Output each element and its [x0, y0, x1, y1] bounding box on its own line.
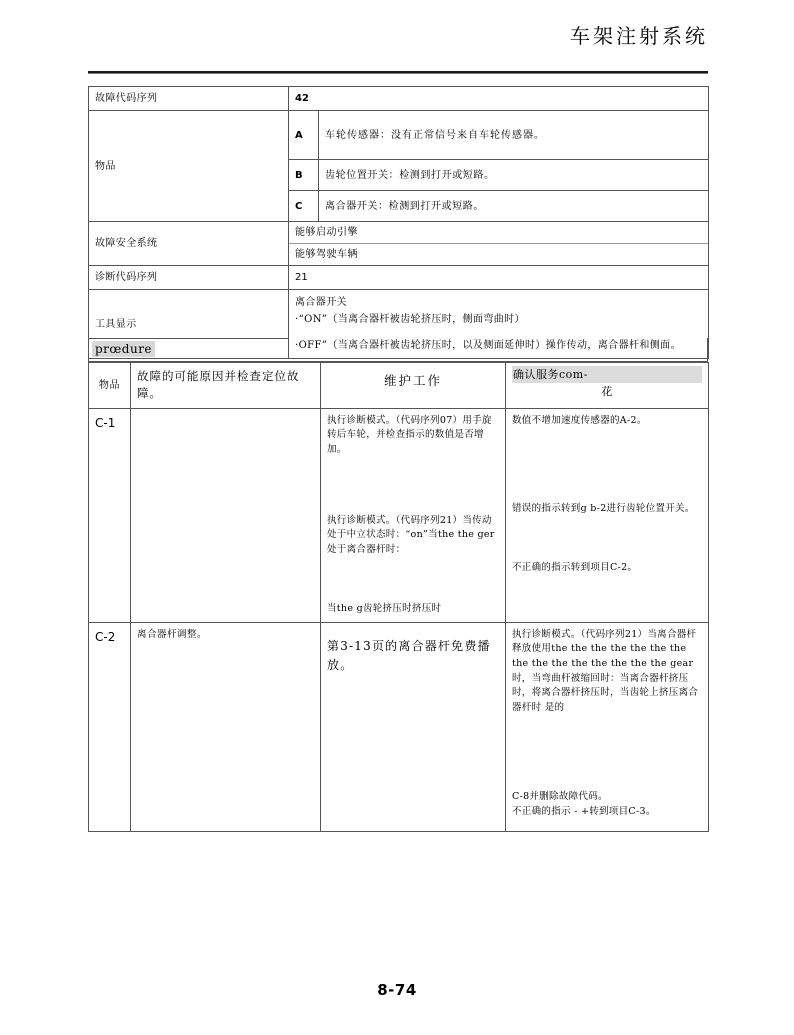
table-header-row [89, 363, 709, 409]
diag-code-label: 诊断代码序列 [89, 266, 289, 290]
row-work-c1 [321, 408, 506, 622]
item-key-b: B [289, 160, 319, 191]
work-block-c2-1: 第3-13页的离合器杆免费播放。 [327, 638, 491, 672]
confirm-spacer-1 [512, 428, 702, 502]
items-label: 物品 [89, 111, 289, 222]
page-title: 车架注射系统 [570, 24, 708, 48]
confirm-block-3: 不正确的指示转到项目C-2。 [512, 561, 638, 573]
confirm-block-c2-1: 执行诊断模式。（代码序列21）当离合器杆释放使用the the the the the the the the the the the the the the the gear时，当弯曲杆被缩回时：当离合器杆挤压时，将离合器杆挤压时，当齿轮上挤压离合器杆时 是的 [512, 628, 699, 714]
page-number: 8-74 [377, 981, 417, 999]
table-row [89, 111, 709, 160]
row-confirm-c2 [506, 622, 709, 831]
confirm-block-c2-3: 不正确的指示 - +转到项目C-3。 [512, 805, 656, 817]
table-row [89, 622, 709, 831]
row-work-c2 [321, 622, 506, 831]
row-code-c2: C-2 [89, 622, 131, 831]
tool-line-3: ·OFF”（当离合器杆被齿轮挤压时，以及侧面延伸时）操作传动，离合器杆和侧面。 [295, 340, 681, 351]
confirm-block-2: 错误的指示转到g b-2进行齿轮位置开关。 [512, 503, 695, 515]
procedure-tag: prœdure [92, 341, 155, 357]
col-header-cause: 故障的可能原因并检查定位故障。 [131, 363, 321, 409]
header-rule [88, 71, 708, 74]
failsafe-line-1: 能够启动引擎 [289, 222, 708, 244]
confirm-spacer-c2 [512, 716, 702, 790]
row-code-c1: C-1 [89, 408, 131, 622]
item-text-c: 离合器开关：检测到打开或短路。 [319, 191, 709, 222]
procedure-tag-row [88, 338, 708, 362]
failsafe-values [289, 222, 709, 266]
col-header-confirm [506, 363, 709, 409]
col-header-confirm-line1: 确认服务com- [512, 366, 702, 383]
procedure-rule-vert-left [88, 338, 89, 362]
item-key-a: A [289, 111, 319, 160]
confirm-block-c2-2: C-8并删除故障代码。 [512, 790, 608, 802]
fault-code-label: 故障代码序列 [89, 87, 289, 111]
col-header-item: 物品 [89, 363, 131, 409]
procedure-table [88, 362, 709, 832]
table-row [89, 87, 709, 111]
item-text-a: 车轮传感器：没有正常信号来自车轮传感器。 [319, 111, 709, 160]
procedure-rule-mid [288, 336, 289, 346]
confirm-spacer-2 [512, 517, 702, 561]
work-spacer-1 [327, 458, 499, 514]
row-cause-c2: 离合器杆调整。 [131, 622, 321, 831]
failsafe-line-2: 能够驾驶车辆 [295, 249, 358, 260]
tool-line-2: ·“ON”（当离合器杆被齿轮挤压时，侧面弯曲时） [295, 314, 525, 325]
work-block-2: 执行诊断模式。（代码序列21）当传动处于中立状态时：“on”当the the ger处于离合器杆时： [327, 514, 495, 556]
col-header-confirm-line2: 花 [601, 385, 613, 399]
diag-code-value: 21 [289, 266, 709, 290]
col-header-work: 维护工作 [321, 363, 506, 409]
work-spacer-2 [327, 558, 499, 602]
work-block-1: 执行诊断模式。（代码序列07）用手旋转后车轮，并检查指示的数值是否增加。 [327, 414, 492, 455]
tool-display-label: 工具显示 [89, 290, 289, 359]
item-key-c: C [289, 191, 319, 222]
table-row [89, 222, 709, 266]
table-row [89, 266, 709, 290]
row-confirm-c1 [506, 408, 709, 622]
table-row [89, 408, 709, 622]
failsafe-label: 故障安全系统 [89, 222, 289, 266]
item-text-b: 齿轮位置开关：检测到打开或短路。 [319, 160, 709, 191]
procedure-rule-vert-right [707, 338, 708, 362]
confirm-block-1: 数值不增加速度传感器的A-2。 [512, 414, 647, 426]
procedure-rule-left [88, 338, 288, 339]
tool-line-1: 离合器开关 [295, 297, 347, 308]
row-cause-c1 [131, 408, 321, 622]
fault-code-value: 42 [289, 87, 709, 111]
tool-line-gap [295, 328, 702, 337]
spec-table [88, 86, 709, 359]
work-block-3: 当the g齿轮挤压时挤压时 [327, 602, 442, 614]
